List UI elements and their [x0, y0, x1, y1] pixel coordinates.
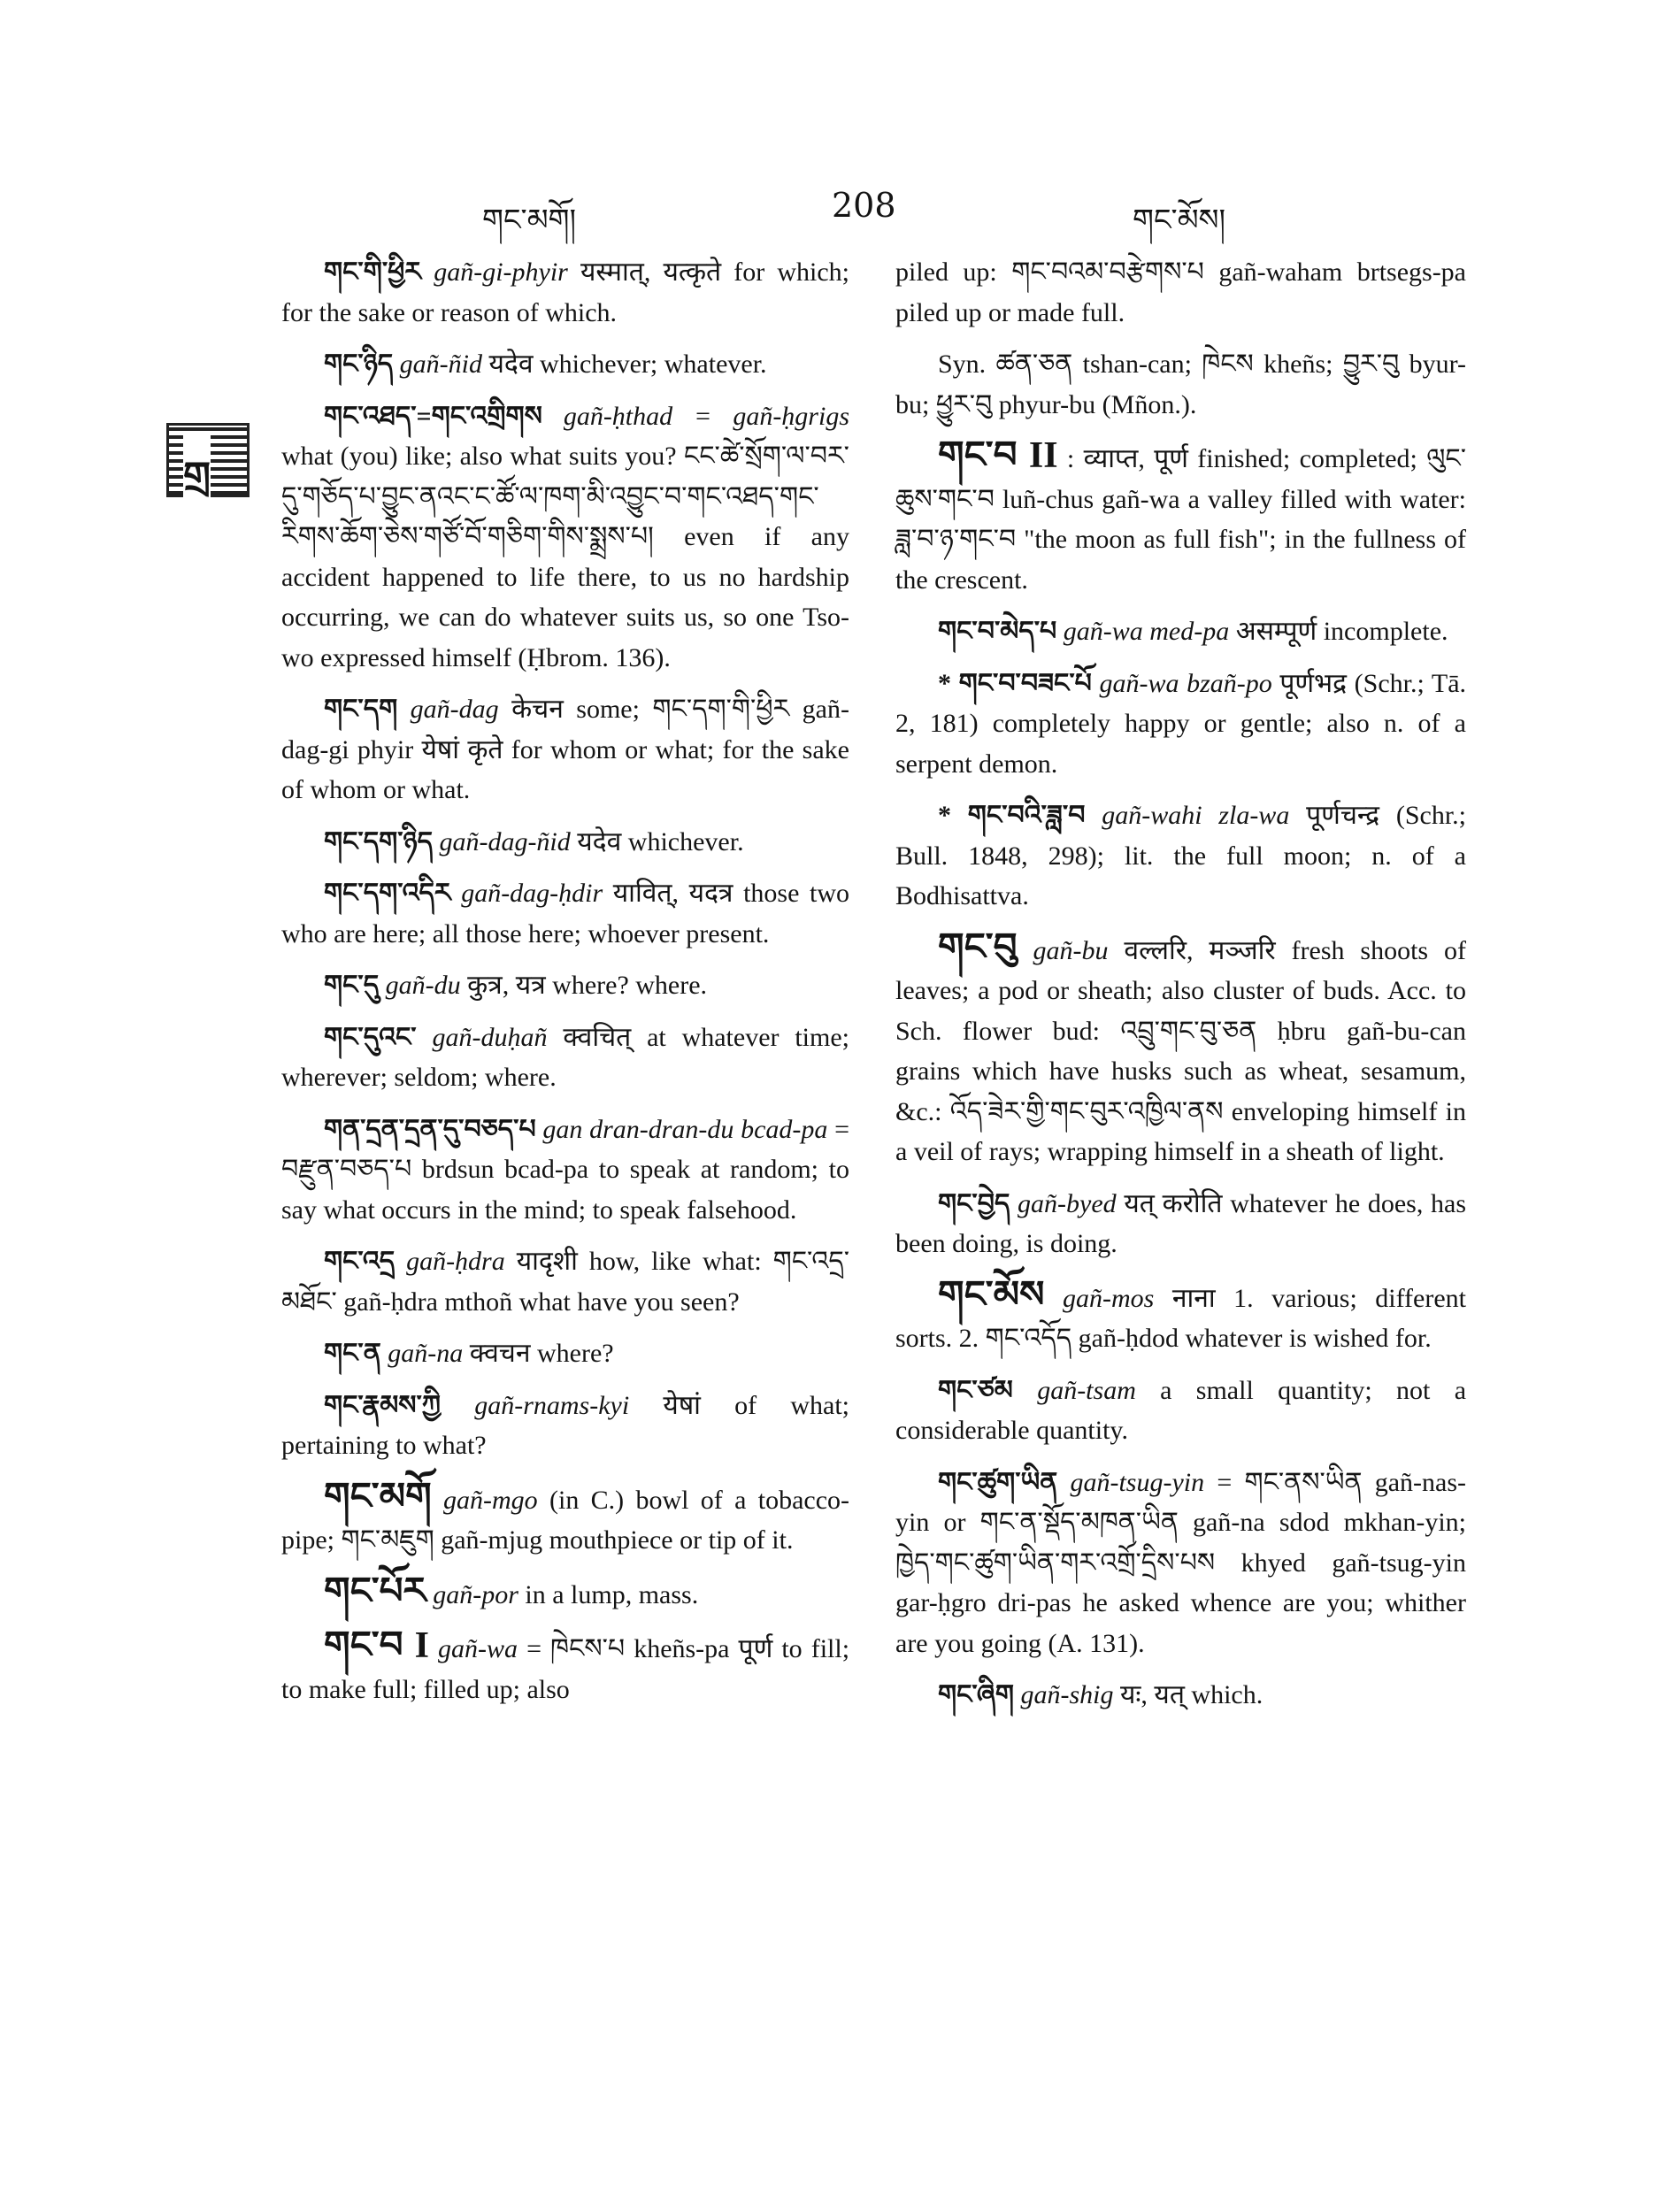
entry-transliteration: gañ-ñid [399, 349, 482, 379]
dictionary-entry [895, 252, 1466, 333]
entry-transliteration: gañ-tsam [1037, 1375, 1136, 1405]
entry-headword: གང་བ I [324, 1625, 429, 1666]
entry-transliteration: gañ-dag-ñid [439, 826, 571, 856]
entry-definition: यदेव whichever; whatever. [488, 349, 767, 379]
page-number: 208 [832, 186, 896, 225]
header-left-headword: གང་མགོ། [482, 203, 577, 238]
dictionary-entry [895, 344, 1466, 425]
dictionary-entry [895, 664, 1466, 785]
dictionary-entry [895, 1675, 1466, 1716]
entry-headword: གང་བུ [938, 926, 1018, 968]
entry-definition: येषां of what; pertaining to what? [281, 1390, 850, 1460]
entry-transliteration: gan dran-dran-du bcad-pa [542, 1114, 828, 1144]
entry-headword: གང་གི་ཕྱིར [324, 257, 422, 287]
dictionary-entry [281, 1333, 849, 1374]
entry-definition: = ཁེངས་པ kheñs-pa पूर्ण to fill; to make full; filled up; also [281, 1634, 850, 1704]
entry-headword: གང་དུ [324, 971, 380, 1000]
entry-definition: यत् करोति whatever he does, has been doing, is doing. [895, 1188, 1467, 1258]
entry-transliteration: gañ-wa [438, 1634, 518, 1663]
entry-transliteration: gañ-rnams-kyi [474, 1390, 630, 1420]
dictionary-entry [895, 611, 1466, 652]
dictionary-entry [281, 1626, 849, 1709]
dictionary-entry [895, 795, 1466, 917]
entry-definition: यस्मात्, यत्कृते for which; for the sake or reason of which. [281, 257, 849, 327]
entry-definition: = གང་ནས་ཡིན gañ-nas-yin or གང་ན་སྡོད་མཁན་ཡིན gañ-na sdod mkhan-yin; ཁྱེད་གང་ཚུག་ཡིན་གར་འགྲོ་དྲིས་པས khyed gañ-tsug-yin gar-ḥgro dri-pas he asked whence are you; whither are you going (A. 131). [895, 1467, 1466, 1658]
entry-headword: གང་ཙམ [938, 1375, 1013, 1405]
dictionary-entry [895, 436, 1466, 600]
dictionary-entry [281, 396, 849, 679]
entry-headword: * གང་བ་བཟང་པོ [938, 668, 1092, 698]
header-right-headword: གང་མོས། [1133, 203, 1226, 238]
dictionary-entry [281, 965, 849, 1006]
entry-definition: a small quantity; not a considerable quantity. [895, 1375, 1467, 1445]
dictionary-entry [895, 1276, 1466, 1359]
dictionary-entry [281, 344, 849, 385]
dictionary-entry [281, 1478, 849, 1561]
entry-definition: असम्पूर्ण incomplete. [1235, 617, 1448, 646]
entry-headword: གང་ཉིད [324, 349, 394, 379]
entry-definition: यादृशी how, like what: གང་འདྲ་མཐོང་ gañ-ḥdra mthoñ what have you seen? [281, 1247, 850, 1317]
dictionary-entry [895, 1463, 1466, 1664]
dictionary-entry [895, 1371, 1466, 1451]
entry-transliteration: gañ-dag [410, 695, 499, 724]
entry-headword: གང་བ་མེད་པ [938, 617, 1057, 646]
entry-headword: གང་ན [324, 1339, 381, 1368]
dictionary-entry [281, 252, 849, 333]
entry-transliteration: gañ-duḥañ [432, 1022, 548, 1052]
entry-transliteration: gañ-na [388, 1339, 464, 1368]
entry-headword: གང་བྱེད [938, 1188, 1010, 1218]
entry-headword: གང་ཚུག་ཡིན [938, 1467, 1058, 1497]
section-letter: གྲ [183, 433, 211, 542]
entry-definition: what (you) like; also what suits you? ངང་ཚེ་སྲོག་ལ་བར་དུ་གཅོད་པ་བྱུང་ནའང་ང་ཚོ་ལ་ཁག་མི་འབྱུང་བ་གང་འཐད་གང་རིགས་ཆོག་ཅེས་གཙོ་བོ་གཅིག་གིས་སྨྲས་པ། even if any accident happened to life there, to us no hardship occurring, we can do whatever suits us, so one Tso-wo expressed himself (Ḥbrom. 136). [281, 442, 849, 672]
entry-transliteration: gañ-byed [1018, 1188, 1117, 1218]
entry-headword: གང་དག [324, 695, 398, 724]
entry-transliteration: gañ-tsug-yin [1070, 1467, 1205, 1497]
running-header [0, 186, 1659, 239]
entry-definition: यावित्, यदत्र those two who are here; all those here; whoever present. [281, 879, 849, 949]
dictionary-entry [281, 1572, 849, 1616]
entry-transliteration: gañ-du [385, 971, 461, 1000]
entry-headword: གང་ཞིག [938, 1680, 1014, 1709]
entry-transliteration: gañ-dag-ḥdir [461, 879, 603, 908]
entry-definition: कुत्र, यत्र where? where. [467, 971, 708, 1000]
entry-transliteration: gañ-mos [1062, 1283, 1155, 1313]
entry-headword: གང་དག་ཉིད [324, 826, 433, 856]
left-column [281, 252, 849, 1721]
entry-headword: གང་པོར [324, 1571, 426, 1612]
entry-headword: གང་རྣམས་ཀྱི [324, 1390, 441, 1420]
dictionary-entry [281, 1386, 849, 1466]
entry-transliteration: gañ-ḥthad = gañ-ḥgrigs [563, 401, 849, 431]
dictionary-entry [895, 1184, 1466, 1264]
entry-definition: (in C.) bowl of a tobacco-pipe; གང་མཇུག gañ-mjug mouthpiece or tip of it. [281, 1485, 850, 1555]
entry-headword: གང་འདྲ [324, 1247, 396, 1276]
entry-headword: གང་མགོ [324, 1476, 432, 1517]
entry-definition: in a lump, mass. [525, 1579, 699, 1609]
entry-definition: पूर्णचन्द्र (Schr.; Bull. 1848, 298); lit. the full moon; n. of a Bodhisattva. [895, 801, 1466, 910]
section-letter-mark [166, 423, 250, 497]
entry-transliteration: gañ-wahi zla-wa [1102, 801, 1290, 830]
dictionary-entry [281, 873, 849, 954]
entry-definition: क्वचन where? [469, 1339, 614, 1368]
entry-transliteration: gañ-mgo [443, 1485, 538, 1515]
entry-text: Syn. ཚན་ཅན tshan-can; ཁེངས kheñs; བྱུར་བུ byur-bu; ཕྱུར་བུ phyur-bu (Mñon.). [895, 349, 1466, 419]
entry-headword: གང་དག་འདིར [324, 879, 451, 908]
entry-definition: क्वचित् at whatever time; wherever; seldom; where. [281, 1022, 850, 1092]
entry-transliteration: gañ-shig [1020, 1680, 1114, 1709]
entry-transliteration: gañ-bu [1033, 935, 1109, 965]
entry-definition: नाना 1. various; different sorts. 2. གང་འདོད gañ-ḥdod whatever is wished for. [895, 1283, 1467, 1353]
dictionary-entry [281, 1241, 849, 1322]
entry-definition: केचन some; གང་དག་གི་ཕྱིར gañ-dag-gi phyir येषां कृते for whom or what; for the sake of whom or what. [281, 695, 849, 804]
entry-headword: གང་འཐད་=གང་འགྲིགས [324, 401, 542, 431]
entry-definition: : व्याप्त, पूर्ण finished; completed; ལུང་ཆུས་གང་བ luñ-chus gañ-wa a valley filled with water: ཟླ་བ་ཉ་གང་བ "the moon as full fish"; in the fullness of the crescent. [895, 444, 1467, 595]
dictionary-entry [281, 1018, 849, 1098]
entry-definition: वल्लरि, मञ्जरि fresh shoots of leaves; a pod or sheath; also cluster of buds. Acc. to Sch. flower bud: འབྲུ་གང་བུ་ཅན ḥbru gañ-bu-can grains which have husks such as wheat, sesamum, &c.: འོད་ཟེར་གྱི་གང་བུར་འཁྱིལ་ནས enveloping himself in a veil of rays; wrapping himself in a sheath of light. [895, 935, 1467, 1166]
entry-headword: * གང་བའི་ཟླ་བ [938, 801, 1086, 830]
entry-definition: यदेव whichever. [577, 826, 744, 856]
entry-transliteration: gañ-gi-phyir [434, 257, 568, 287]
entry-transliteration: gañ-por [433, 1579, 518, 1609]
dictionary-entry [281, 1110, 849, 1231]
dictionary-entry [281, 689, 849, 810]
entry-headword: གན་དྲན་དྲན་དུ་བཅད་པ [324, 1114, 536, 1144]
entry-transliteration: gañ-ḥdra [406, 1247, 505, 1276]
entry-headword: གང་བ II [938, 435, 1058, 476]
entry-text: piled up: གང་བའམ་བརྩེགས་པ gañ-waham brtsegs-pa piled up or made full. [895, 257, 1466, 327]
entry-transliteration: gañ-wa med-pa [1063, 617, 1230, 646]
entry-headword: གང་མོས [938, 1274, 1045, 1316]
dictionary-entry [281, 822, 849, 863]
right-column [895, 252, 1466, 1727]
entry-transliteration: gañ-wa bzañ-po [1099, 668, 1272, 698]
entry-definition: पूर्णभद्र (Schr.; Tā. 2, 181) completely happy or gentle; also n. of a serpent demon. [895, 668, 1467, 779]
dictionary-entry [895, 928, 1466, 1172]
entry-definition: = བརྫུན་བཅད་པ brdsun bcad-pa to speak at random; to say what occurs in the mind; to speak falsehood. [281, 1114, 850, 1225]
entry-definition: यः, यत् which. [1119, 1680, 1263, 1709]
entry-headword: གང་དུའང་ [324, 1022, 417, 1052]
